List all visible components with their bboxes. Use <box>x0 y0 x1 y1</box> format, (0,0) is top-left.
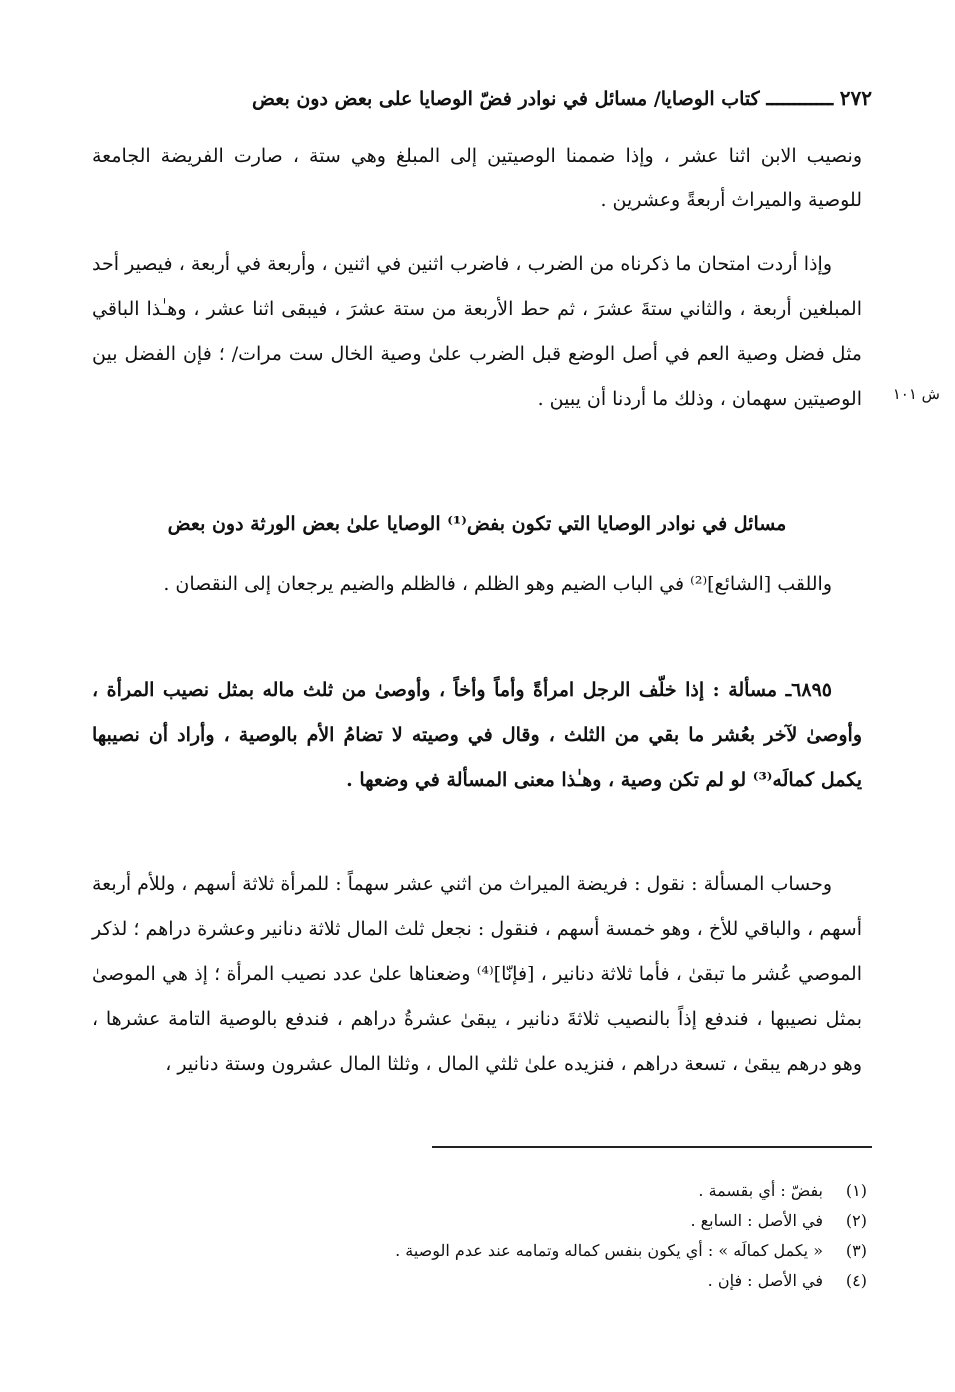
footnote-number: (٢) <box>845 1210 867 1230</box>
footnote-4 <box>92 1265 867 1295</box>
paragraph-5-text: وحساب المسألة : نقول : فريضة الميراث من اثني عشر سهماً : للمرأة ثلاثة أسهم ، وللأم أربعة أسهم ، والباقي للأخ ، وهو خمسة أسهم ، فنقول : نجعل ثلث المال ثلاثة دنانير وعشرة دراهم ؛ لذكر الموصي عُشر ما تبقىٰ ، فأما ثلاثة دنانير ، [فإنّا]⁽⁴⁾ وضعناها علىٰ عدد نصيب المرأة ؛ إذ هي الموصىٰ بمثل نصيبها ، فندفع إذاً بالنصيب ثلاثةَ دنانير ، يبقىٰ عشرةُ دراهم ، فندفع بالوصية التامة عشرها ، وهو درهم يبقىٰ ، تسعة دراهم ، فنزيده علىٰ ثلثي المال ، وثلثا المال عشرون وستة دنانير ، <box>92 873 862 1075</box>
footnote-text: « يكمل كمالَه » : أي يكون بنفس كماله وتمامه عند عدم الوصية . <box>395 1240 823 1260</box>
footnote-2 <box>92 1205 867 1235</box>
paragraph-2 <box>92 242 862 422</box>
paragraph-4-text: ٦٨٩٥ـ مسألة : إذا خلّف الرجل امرأةً وأماً وأخاً ، وأوصىٰ من ثلث ماله بمثل نصيب المرأة ، وأوصىٰ لآخر بعُشر ما بقي من الثلث ، وقال في وصيته لا تضامُ الأم بالوصية ، وأراد أن نصيبها يكمل كمالَه⁽³⁾ لو لم تكن وصية ، وهـٰذا معنى المسألة في وضعها . <box>92 679 862 791</box>
header-dash: ــــــــــــ <box>759 88 834 110</box>
footnote-number: (٣) <box>845 1240 867 1260</box>
footnote-text: بفضّ : أي بقسمة . <box>698 1180 823 1200</box>
margin-note: ش ١٠١ <box>892 385 940 403</box>
footnote-text: في الأصل : السابع . <box>690 1210 823 1230</box>
paragraph-4 <box>92 668 862 803</box>
section-title <box>92 508 862 540</box>
header-title: كتاب الوصايا/ مسائل في نوادر فضّ الوصايا على بعضٍ دون بعض <box>252 88 760 110</box>
footnote-number: (٤) <box>845 1270 867 1290</box>
footnote-rule <box>432 1146 872 1148</box>
paragraph-2-text: وإذا أردت امتحان ما ذكرناه من الضرب ، فاضرب اثنين في اثنين ، وأربعة في أربعة ، فيصير أحد المبلغين أربعة ، والثاني ستةَ عشرَ ، ثم حط الأربعة من ستة عشرَ ، فيبقى اثنا عشر ، وهـٰذا الباقي مثل فضل وصية العم في أصل الوضع قبل الضرب علىٰ وصية الخال ست مرات/ ؛ فإن الفضل بين الوصيتين سهمان ، وذلك ما أردنا أن يبين . <box>92 253 862 410</box>
paragraph-3 <box>92 562 862 606</box>
paragraph-1-text: ونصيب الابن اثنا عشر ، وإذا ضممنا الوصيتين إلى المبلغ وهي ستة ، صارت الفريضة الجامعة للوصية والميراث أربعةً وعشرين . <box>92 145 862 211</box>
section-title-text: مسائل في نوادر الوصايا التي تكون بفض⁽¹⁾ الوصايا علىٰ بعض الورثة دون بعض <box>167 513 787 535</box>
footnote-1 <box>92 1175 867 1205</box>
footnotes <box>92 1175 867 1295</box>
paragraph-3-text: واللقب [الشائع]⁽²⁾ في الباب الضيم وهو الظلم ، فالظلم والضيم يرجعان إلى النقصان . <box>163 573 832 595</box>
footnote-text: في الأصل : فإن . <box>707 1270 823 1290</box>
page-number: ٢٧٢ <box>839 86 872 110</box>
running-header <box>92 86 872 110</box>
footnote-number: (١) <box>845 1180 867 1200</box>
paragraph-1 <box>92 134 862 222</box>
paragraph-5 <box>92 862 862 1087</box>
footnote-3 <box>92 1235 867 1265</box>
